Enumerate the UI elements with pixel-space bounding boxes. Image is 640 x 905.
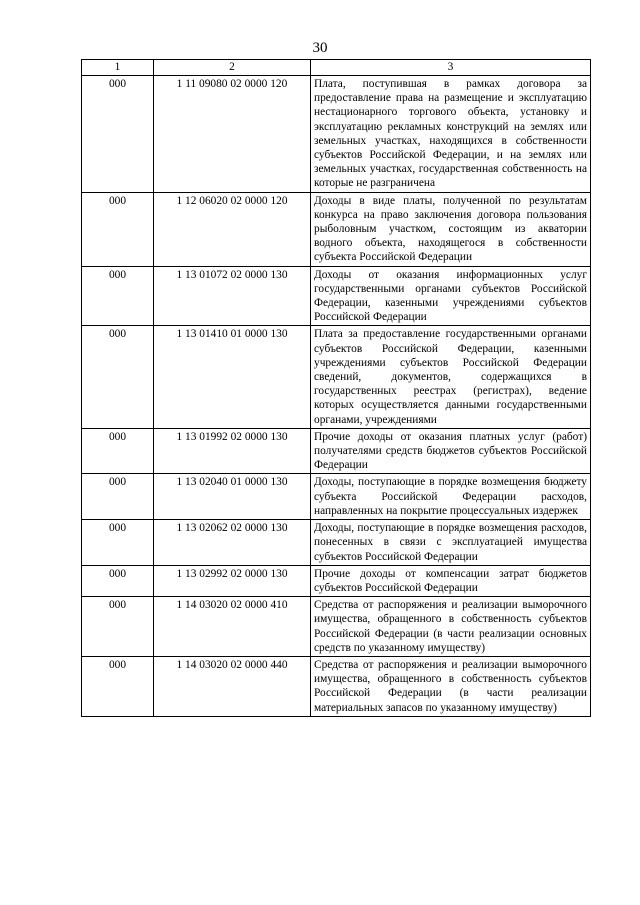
table-row [82,428,591,474]
revenue-code-cell: 1 13 01410 01 0000 130 [154,326,311,428]
table-header-row [82,60,591,76]
table-row [82,76,591,193]
header-col-3: 3 [311,60,591,76]
table-row [82,565,591,596]
header-col-2: 2 [154,60,311,76]
description-cell: Плата за предоставление государственными органами субъектов Российской Федерации, казенными учреждениями субъектов Российской Федерации сведений, документов, содержащихся в государственных реестрах (регистрах), ведение которых осуществляется данными государственными органами, учреждениями [311,326,591,428]
admin-code-cell: 000 [82,565,154,596]
page-number: 30 [312,40,328,56]
admin-code-cell: 000 [82,266,154,326]
header-col-1: 1 [82,60,154,76]
revenue-code-cell: 1 14 03020 02 0000 440 [154,656,311,716]
description-cell: Прочие доходы от компенсации затрат бюджетов субъектов Российской Федерации [311,565,591,596]
table-row [82,192,591,266]
revenue-code-cell: 1 13 01072 02 0000 130 [154,266,311,326]
revenue-code-cell: 1 13 02040 01 0000 130 [154,474,311,520]
table-row [82,597,591,657]
table-row [82,474,591,520]
revenue-code-cell: 1 11 09080 02 0000 120 [154,76,311,193]
revenue-codes-table [81,59,591,717]
revenue-code-cell: 1 13 02062 02 0000 130 [154,520,311,566]
admin-code-cell: 000 [82,76,154,193]
table-row [82,656,591,716]
description-cell: Прочие доходы от оказания платных услуг (работ) получателями средств бюджетов субъектов Российской Федерации [311,428,591,474]
admin-code-cell: 000 [82,597,154,657]
revenue-code-cell: 1 12 06020 02 0000 120 [154,192,311,266]
description-cell: Средства от распоряжения и реализации выморочного имущества, обращенного в собственность субъектов Российской Федерации (в части реализации основных средств по указанному имуществу) [311,597,591,657]
table-row [82,520,591,566]
admin-code-cell: 000 [82,192,154,266]
admin-code-cell: 000 [82,428,154,474]
admin-code-cell: 000 [82,326,154,428]
revenue-code-cell: 1 13 02992 02 0000 130 [154,565,311,596]
admin-code-cell: 000 [82,656,154,716]
description-cell: Доходы, поступающие в порядке возмещения бюджету субъекта Российской Федерации расходов, направленных на покрытие процессуальных издержек [311,474,591,520]
revenue-code-cell: 1 13 01992 02 0000 130 [154,428,311,474]
description-cell: Плата, поступившая в рамках договора за предоставление права на размещение и эксплуатацию нестационарного торгового объекта, установку и эксплуатацию рекламных конструкций на землях или земельных участках, находящихся в собственности субъектов Российской Федерации, и на землях или земельных участках, государственная собственность на которые не разграничена [311,76,591,193]
table-row [82,266,591,326]
description-cell: Доходы, поступающие в порядке возмещения расходов, понесенных в связи с эксплуатацией имущества субъектов Российской Федерации [311,520,591,566]
description-cell: Доходы от оказания информационных услуг государственными органами субъектов Российской Федерации, казенными учреждениями субъектов Российской Федерации [311,266,591,326]
admin-code-cell: 000 [82,474,154,520]
revenue-code-cell: 1 14 03020 02 0000 410 [154,597,311,657]
description-cell: Средства от распоряжения и реализации выморочного имущества, обращенного в собственность субъектов Российской Федерации (в части реализации материальных запасов по указанному имуществу) [311,656,591,716]
admin-code-cell: 000 [82,520,154,566]
description-cell: Доходы в виде платы, полученной по результатам конкурса на право заключения договора пользования рыболовным участком, состоящим из акватории водного объекта, находящегося в собственности субъекта Российской Федерации [311,192,591,266]
table-row [82,326,591,428]
